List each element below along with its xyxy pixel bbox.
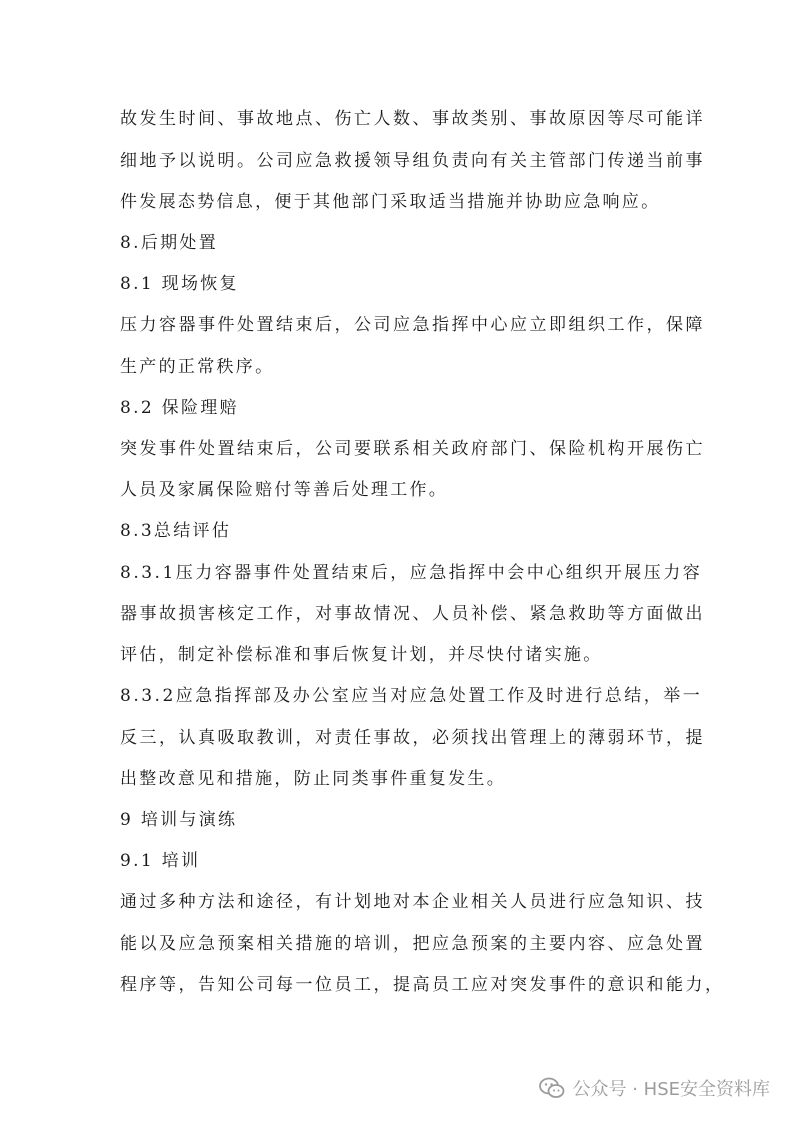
- paragraph-line: 出整改意见和措施，防止同类事件重复发生。: [120, 769, 506, 789]
- watermark: [539, 1074, 771, 1102]
- paragraph-line: 程序等，告知公司每一位员工，提高员工应对突发事件的意识和能力，: [120, 975, 725, 995]
- section-heading: 9 培训与演练: [120, 810, 238, 830]
- section-heading: 8.后期处置: [120, 233, 219, 253]
- subsection-heading: 9.1 培训: [120, 851, 201, 871]
- paragraph-line: 8.3.2应急指挥部及办公室应当对应急处置工作及时进行总结，举一: [120, 686, 703, 706]
- paragraph-line: 生产的正常秩序。: [120, 357, 275, 377]
- paragraph-line: 人员及家属保险赔付等善后处理工作。: [120, 480, 449, 500]
- paragraph-line: 8.3.1压力容器事件处置结束后，应急指挥中会中心组织开展压力容: [120, 563, 703, 583]
- subsection-heading: 8.3总结评估: [120, 521, 232, 541]
- paragraph-line: 能以及应急预案相关措施的培训，把应急预案的主要内容、应急处置: [120, 934, 705, 954]
- paragraph-line: 反三，认真吸取教训，对责任事故，必须找出管理上的薄弱环节，提: [120, 728, 705, 748]
- paragraph-line: 通过多种方法和途径，有计划地对本企业相关人员进行应急知识、技: [120, 892, 705, 912]
- subsection-heading: 8.2 保险理赔: [120, 398, 239, 418]
- paragraph-line: 器事故损害核定工作，对事故情况、人员补偿、紧急救助等方面做出: [120, 604, 705, 624]
- paragraph-line: 件发展态势信息，便于其他部门采取适当措施并协助应急响应。: [120, 192, 661, 212]
- watermark-text: 公众号 · HSE安全资料库: [572, 1079, 770, 1100]
- paragraph-line: 故发生时间、事故地点、伤亡人数、事故类别、事故原因等尽可能详: [120, 109, 705, 129]
- paragraph-line: 突发事件处置结束后，公司要联系相关政府部门、保险机构开展伤亡: [120, 439, 705, 459]
- wechat-icon: [539, 1077, 565, 1099]
- paragraph-line: 压力容器事件处置结束后，公司应急指挥中心应立即组织工作，保障: [120, 315, 705, 335]
- paragraph-line: 细地予以说明。公司应急救援领导组负责向有关主管部门传递当前事: [120, 151, 705, 171]
- paragraph-line: 评估，制定补偿标准和事后恢复计划，并尽快付诸实施。: [120, 645, 603, 665]
- subsection-heading: 8.1 现场恢复: [120, 274, 239, 294]
